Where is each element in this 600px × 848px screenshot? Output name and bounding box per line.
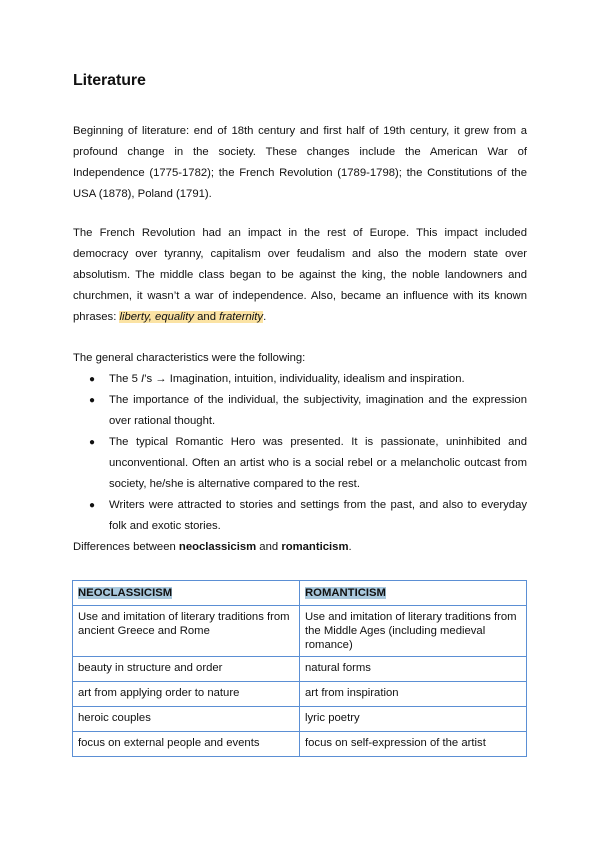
table-row <box>73 732 527 757</box>
bullet-icon: ● <box>89 500 96 511</box>
paragraph-french-revolution <box>73 223 527 328</box>
term-romanticism: romanticism <box>281 541 349 553</box>
page-title: Literature <box>73 72 146 89</box>
header-romanticism: ROMANTICISM <box>305 587 386 599</box>
characteristics-list <box>73 369 527 537</box>
table-cell: focus on external people and events <box>73 732 300 757</box>
differences-prefix: Differences between <box>73 541 179 553</box>
paragraph-french-revolution-text: The French Revolution had an impact in the rest of Europe. This impact included democracy over tyranny, capitalism over feudalism and also the modern state over absolutism. The middle class began to be against the king, the noble landowners and churchmen, it wasn’t a war of independence. Also, became an influence with its known phrases: <box>73 227 527 323</box>
table-row <box>73 707 527 732</box>
list-item <box>73 369 527 390</box>
header-neoclassicism: NEOCLASSICISM <box>78 587 173 599</box>
table-cell: natural forms <box>300 657 527 682</box>
term-neoclassicism: neoclassicism <box>178 541 257 553</box>
table-cell: lyric poetry <box>300 707 527 732</box>
table-cell: Use and imitation of literary traditions from ancient Greece and Rome <box>73 606 300 657</box>
list-item <box>73 495 527 537</box>
characteristics-intro: The general characteristics were the following: <box>73 352 306 364</box>
list-item <box>73 432 527 495</box>
list-item <box>73 390 527 432</box>
list-item-suffix: ’s → Imagination, intuition, individuality, idealism and inspiration. <box>144 373 465 385</box>
table-row <box>73 606 527 657</box>
list-item-text: Writers were attracted to stories and settings from the past, and also to everyday folk and exotic stories. <box>109 499 527 532</box>
phrase-and: and <box>193 311 220 323</box>
table-row <box>73 682 527 707</box>
table-cell: art from inspiration <box>300 682 527 707</box>
differences-and: and <box>256 541 282 553</box>
table-cell: Use and imitation of literary traditions from the Middle Ages (including medieval romance) <box>300 606 527 657</box>
paragraph-end: . <box>263 311 267 323</box>
differences-line <box>73 537 527 558</box>
bullet-icon: ● <box>89 395 96 406</box>
phrase-fraternity: fraternity <box>219 311 264 323</box>
comparison-table <box>72 580 527 757</box>
list-item-prefix: The 5 <box>109 373 142 385</box>
table-row <box>73 657 527 682</box>
list-item-text: The typical Romantic Hero was presented. It is passionate, uninhibited and unconventional. Often an artist who is a social rebel or a melancholic outcast from society, he/she is alternative compared to the rest. <box>109 436 527 490</box>
bullet-icon: ● <box>89 374 96 385</box>
list-item-text: The importance of the individual, the subjectivity, imagination and the expression over rational thought. <box>109 394 527 427</box>
paragraph-beginning: Beginning of literature: end of 18th century and first half of 19th century, it grew from a profound change in the society. These changes include the American War of Independence (1775-1782); the French Revolution (1789-1798); the Constitutions of the USA (1878), Poland (1791). <box>73 125 527 200</box>
table-cell: beauty in structure and order <box>73 657 300 682</box>
phrase-liberty-equality: liberty, equality <box>119 311 194 323</box>
differences-end: . <box>348 541 352 553</box>
table-cell: art from applying order to nature <box>73 682 300 707</box>
table-header-row <box>73 581 527 606</box>
bullet-icon: ● <box>89 437 96 448</box>
table-header-cell <box>73 581 300 606</box>
table-cell: focus on self-expression of the artist <box>300 732 527 757</box>
list-item-italic: I <box>141 373 145 385</box>
table-header-cell <box>300 581 527 606</box>
table-cell: heroic couples <box>73 707 300 732</box>
highlighted-phrase <box>119 311 263 323</box>
